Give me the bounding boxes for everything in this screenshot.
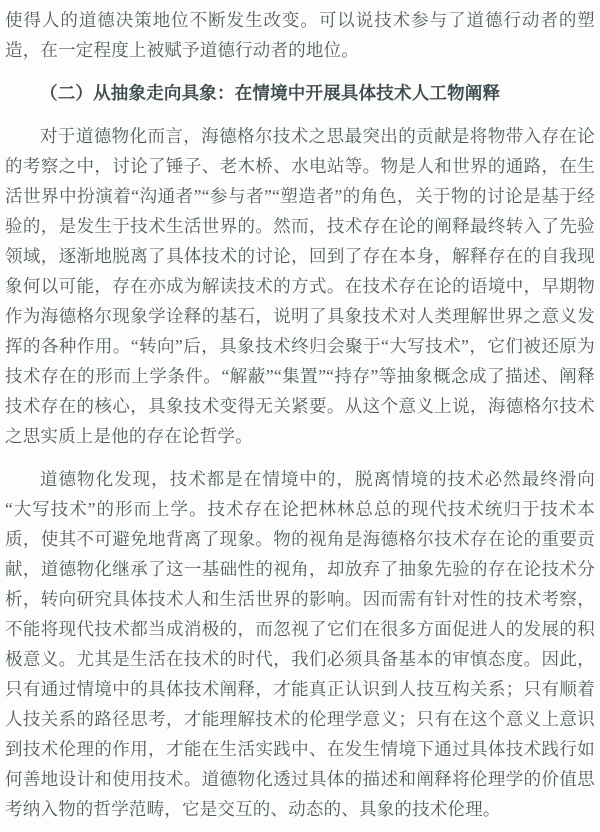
body-paragraph-2: 道德物化发现，技术都是在情境中的，脱离情境的技术必然最终滑向“大写技术”的形而上学。技术存在论把林林总总的现代技术统归于技术本质，使其不可避免地背离了现象。物的视角是海德格尔技术存在论的重要贡献，道德物化继承了这一基础性的视角，却放弃了抽象先验的存在论技术分析，转向研究具体技术人和生活世界的影响。因而需有针对性的技术考察，不能将现代技术都当成消极的，而忽视了它们在很多方面促进人的发展的积极意义。尤其是生活在技术的时代，我们必须具备基本的审慎态度。因此，只有通过情境中的具体技术阐释，才能真正认识到人技互构关系；只有顺着人技关系的路径思考，才能理解技术的伦理学意义；只有在这个意义上意识到技术伦理的作用，才能在生活实践中、在发生情境下通过具体技术践行如何善地设计和使用技术。道德物化透过具体的描述和阐释将伦理学的价值思考纳入物的哲学范畴，它是交互的、动态的、具象的技术伦理。: [5, 469, 595, 819]
paragraph-continuation: 使得人的道德决策地位不断发生改变。可以说技术参与了道德行动者的塑造，在一定程度上被赋予道德行动者的地位。: [5, 10, 595, 60]
body-paragraph-1: 对于道德物化而言，海德格尔技术之思最突出的贡献是将物带入存在论的考察之中，讨论了锤子、老木桥、水电站等。物是人和世界的通路，在生活世界中扮演着“沟通者”“参与者”“塑造者”的角色，关于物的讨论是基于经验的，是发生于技术生活世界的。然而，技术存在论的阐释最终转入了先验领域，逐渐地脱离了具体技术的讨论，回到了存在本身，解释存在的自我现象何以可能，存在亦成为解读技术的方式。在技术存在论的语境中，早期物作为海德格尔现象学诠释的基石，说明了具象技术对人类理解世界之意义发挥的各种作用。“转向”后，具象技术终归会聚于“大写技术”，它们被还原为技术存在的形而上学条件。“解蔽”“集置”“持存”等抽象概念成了描述、阐释技术存在的核心，具象技术变得无关紧要。从这个意义上说，海德格尔技术之思实质上是他的存在论哲学。: [5, 126, 595, 446]
section-heading: （二）从抽象走向具象：在情境中开展具体技术人工物阐释: [40, 83, 501, 103]
